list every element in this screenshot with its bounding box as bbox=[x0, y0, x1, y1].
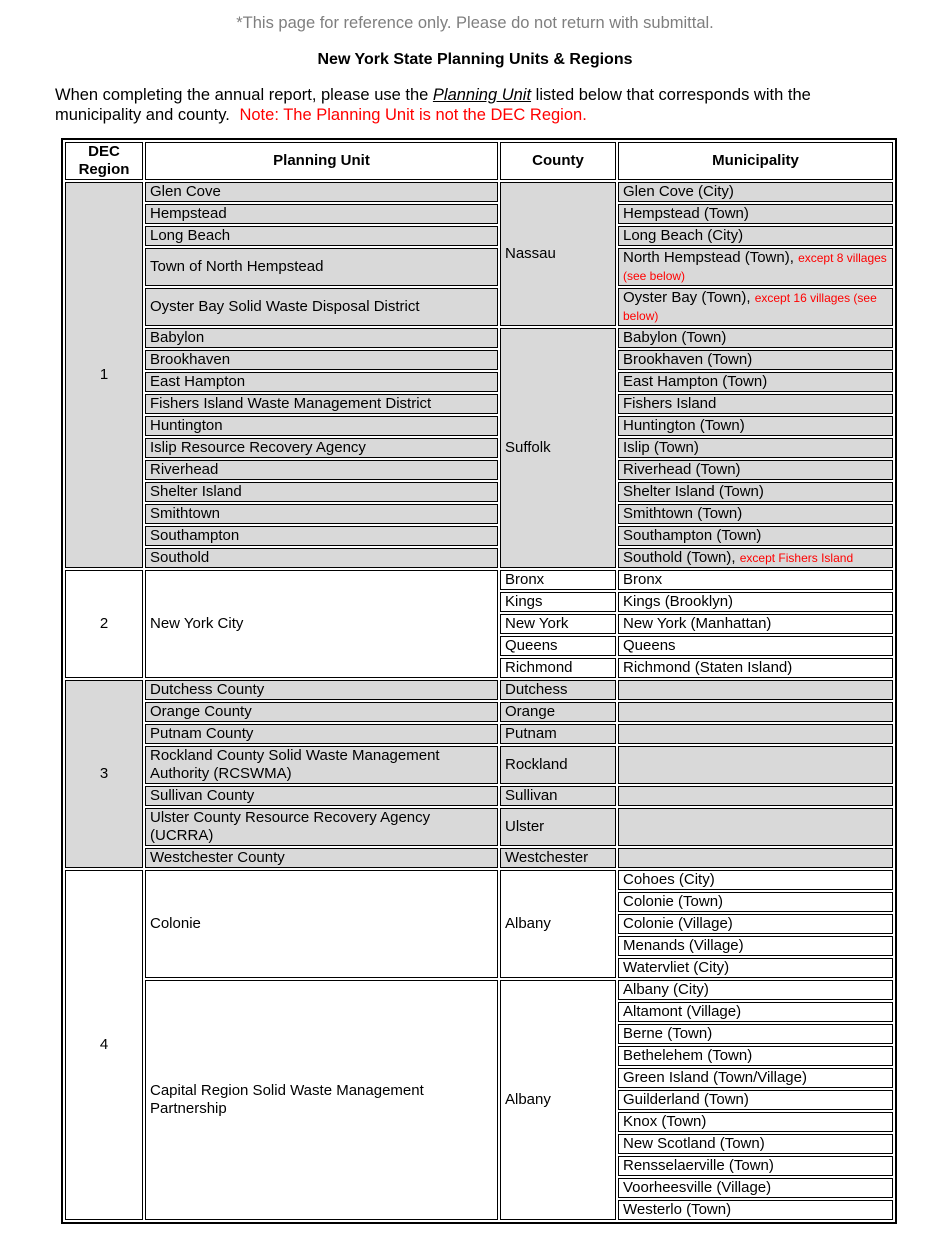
municipality-cell: Riverhead (Town) bbox=[618, 460, 893, 480]
intro-text-after: listed below that corresponds with the municipality and county. bbox=[55, 86, 811, 125]
planning-unit-cell: Long Beach bbox=[145, 226, 498, 246]
header-planning-unit: Planning Unit bbox=[145, 142, 498, 180]
municipality-cell: Knox (Town) bbox=[618, 1112, 893, 1132]
municipality-cell bbox=[618, 786, 893, 806]
planning-unit-cell: Colonie bbox=[145, 870, 498, 978]
municipality-cell: Shelter Island (Town) bbox=[618, 482, 893, 502]
municipality-cell: Hempstead (Town) bbox=[618, 204, 893, 224]
header-municipality: Municipality bbox=[618, 142, 893, 180]
table-row bbox=[65, 204, 893, 224]
county-cell: Suffolk bbox=[500, 328, 616, 568]
region-cell: 1 bbox=[65, 182, 143, 568]
intro-paragraph bbox=[55, 85, 895, 125]
municipality-cell: Albany (City) bbox=[618, 980, 893, 1000]
table-row bbox=[65, 504, 893, 524]
municipality-cell: Islip (Town) bbox=[618, 438, 893, 458]
intro-emphasis-planning-unit: Planning Unit bbox=[432, 86, 532, 104]
municipality-cell: Cohoes (City) bbox=[618, 870, 893, 890]
county-cell: Albany bbox=[500, 870, 616, 978]
planning-unit-cell: Orange County bbox=[145, 702, 498, 722]
table-row bbox=[65, 548, 893, 568]
disclaimer-text: *This page for reference only. Please do not return with submittal. bbox=[236, 14, 714, 32]
planning-table-body bbox=[65, 182, 893, 1220]
municipality-cell: Altamont (Village) bbox=[618, 1002, 893, 1022]
municipality-cell bbox=[618, 848, 893, 868]
municipality-cell: Westerlo (Town) bbox=[618, 1200, 893, 1220]
intro-note: Note: The Planning Unit is not the DEC Region. bbox=[239, 106, 587, 125]
exception-note: except 8 villages (see below) bbox=[623, 251, 887, 284]
header-row bbox=[65, 142, 893, 180]
municipality-cell: Colonie (Village) bbox=[618, 914, 893, 934]
page-title: New York State Planning Units & Regions bbox=[317, 51, 633, 68]
table-row bbox=[65, 870, 893, 890]
municipality-cell: Menands (Village) bbox=[618, 936, 893, 956]
municipality-cell: New Scotland (Town) bbox=[618, 1134, 893, 1154]
exception-note: except 16 villages (see below) bbox=[623, 291, 877, 324]
table-row bbox=[65, 248, 893, 286]
municipality-cell bbox=[618, 746, 893, 784]
municipality-cell: Voorheesville (Village) bbox=[618, 1178, 893, 1198]
municipality-cell: Bethelehem (Town) bbox=[618, 1046, 893, 1066]
table-row bbox=[65, 570, 893, 590]
municipality-cell: Queens bbox=[618, 636, 893, 656]
municipality-cell: Fishers Island bbox=[618, 394, 893, 414]
table-row bbox=[65, 808, 893, 846]
municipality-cell: Kings (Brooklyn) bbox=[618, 592, 893, 612]
table-row bbox=[65, 980, 893, 1000]
municipality-cell: Southampton (Town) bbox=[618, 526, 893, 546]
planning-unit-cell: Southampton bbox=[145, 526, 498, 546]
planning-unit-cell: Glen Cove bbox=[145, 182, 498, 202]
planning-unit-cell: Westchester County bbox=[145, 848, 498, 868]
county-cell: Albany bbox=[500, 980, 616, 1220]
table-row bbox=[65, 526, 893, 546]
table-row bbox=[65, 416, 893, 436]
planning-unit-cell: Shelter Island bbox=[145, 482, 498, 502]
planning-unit-cell: Rockland County Solid Waste Management Authority (RCSWMA) bbox=[145, 746, 498, 784]
municipality-cell: New York (Manhattan) bbox=[618, 614, 893, 634]
table-row bbox=[65, 372, 893, 392]
table-row bbox=[65, 288, 893, 326]
table-row bbox=[65, 724, 893, 744]
municipality-cell: Babylon (Town) bbox=[618, 328, 893, 348]
table-row bbox=[65, 182, 893, 202]
region-cell: 4 bbox=[65, 870, 143, 1220]
municipality-cell: Brookhaven (Town) bbox=[618, 350, 893, 370]
intro-text-before: When completing the annual report, please use the bbox=[55, 86, 433, 104]
header-county: County bbox=[500, 142, 616, 180]
planning-unit-cell: Riverhead bbox=[145, 460, 498, 480]
municipality-cell: Long Beach (City) bbox=[618, 226, 893, 246]
planning-unit-cell: Huntington bbox=[145, 416, 498, 436]
table-row bbox=[65, 350, 893, 370]
planning-unit-cell: Babylon bbox=[145, 328, 498, 348]
planning-unit-cell: East Hampton bbox=[145, 372, 498, 392]
table-row bbox=[65, 786, 893, 806]
planning-unit-cell: Southold bbox=[145, 548, 498, 568]
region-cell: 3 bbox=[65, 680, 143, 868]
county-cell: Richmond bbox=[500, 658, 616, 678]
county-cell: Orange bbox=[500, 702, 616, 722]
planning-units-table bbox=[61, 138, 897, 1224]
planning-unit-cell: Sullivan County bbox=[145, 786, 498, 806]
table-row bbox=[65, 482, 893, 502]
planning-unit-cell: Putnam County bbox=[145, 724, 498, 744]
planning-unit-cell: Fishers Island Waste Management District bbox=[145, 394, 498, 414]
county-cell: Dutchess bbox=[500, 680, 616, 700]
table-row bbox=[65, 848, 893, 868]
planning-unit-cell: Oyster Bay Solid Waste Disposal District bbox=[145, 288, 498, 326]
exception-note: except Fishers Island bbox=[739, 551, 854, 566]
planning-unit-cell: Capital Region Solid Waste Management Partnership bbox=[145, 980, 498, 1220]
table-row bbox=[65, 702, 893, 722]
planning-unit-cell: Dutchess County bbox=[145, 680, 498, 700]
table-row bbox=[65, 394, 893, 414]
municipality-cell: Richmond (Staten Island) bbox=[618, 658, 893, 678]
table-row bbox=[65, 746, 893, 784]
municipality-cell bbox=[618, 724, 893, 744]
municipality-cell: Watervliet (City) bbox=[618, 958, 893, 978]
county-cell: Kings bbox=[500, 592, 616, 612]
county-cell: Ulster bbox=[500, 808, 616, 846]
planning-unit-cell: Smithtown bbox=[145, 504, 498, 524]
planning-unit-cell: Ulster County Resource Recovery Agency (UCRRA) bbox=[145, 808, 498, 846]
table-row bbox=[65, 328, 893, 348]
table-row bbox=[65, 460, 893, 480]
municipality-cell: Glen Cove (City) bbox=[618, 182, 893, 202]
county-cell: Westchester bbox=[500, 848, 616, 868]
county-cell: New York bbox=[500, 614, 616, 634]
table-row bbox=[65, 438, 893, 458]
county-cell: Bronx bbox=[500, 570, 616, 590]
planning-unit-cell: Islip Resource Recovery Agency bbox=[145, 438, 498, 458]
county-cell: Nassau bbox=[500, 182, 616, 326]
municipality-cell bbox=[618, 808, 893, 846]
municipality-cell: Huntington (Town) bbox=[618, 416, 893, 436]
planning-unit-cell: Town of North Hempstead bbox=[145, 248, 498, 286]
table-header bbox=[65, 142, 893, 180]
header-dec-region: DEC Region bbox=[65, 142, 143, 180]
municipality-cell: Green Island (Town/Village) bbox=[618, 1068, 893, 1088]
municipality-cell bbox=[618, 680, 893, 700]
planning-unit-cell: New York City bbox=[145, 570, 498, 678]
municipality-cell: Southold (Town), except Fishers Island bbox=[618, 548, 893, 568]
county-cell: Putnam bbox=[500, 724, 616, 744]
planning-unit-cell: Brookhaven bbox=[145, 350, 498, 370]
municipality-cell bbox=[618, 702, 893, 722]
municipality-cell: Bronx bbox=[618, 570, 893, 590]
county-cell: Rockland bbox=[500, 746, 616, 784]
municipality-cell: Colonie (Town) bbox=[618, 892, 893, 912]
municipality-cell: North Hempstead (Town), except 8 villages (see below) bbox=[618, 248, 893, 286]
county-cell: Queens bbox=[500, 636, 616, 656]
region-cell: 2 bbox=[65, 570, 143, 678]
municipality-cell: Rensselaerville (Town) bbox=[618, 1156, 893, 1176]
municipality-cell: Berne (Town) bbox=[618, 1024, 893, 1044]
municipality-cell: Smithtown (Town) bbox=[618, 504, 893, 524]
table-row bbox=[65, 226, 893, 246]
county-cell: Sullivan bbox=[500, 786, 616, 806]
municipality-cell: East Hampton (Town) bbox=[618, 372, 893, 392]
planning-unit-cell: Hempstead bbox=[145, 204, 498, 224]
municipality-cell: Oyster Bay (Town), except 16 villages (see below) bbox=[618, 288, 893, 326]
municipality-cell: Guilderland (Town) bbox=[618, 1090, 893, 1110]
table-row bbox=[65, 680, 893, 700]
